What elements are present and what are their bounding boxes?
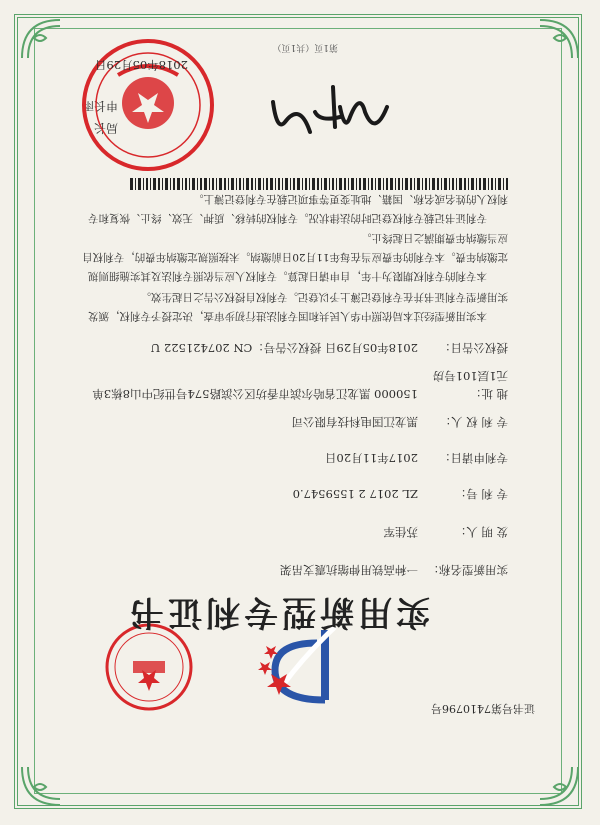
field-grant-date (151, 339, 508, 357)
chief-name: 申长雨 (81, 99, 118, 113)
field-value: 2017年11月20日 (324, 451, 418, 465)
field-label: 专利申请日： (439, 451, 508, 465)
field-value: 苏佳军 (383, 525, 418, 539)
certificate-title: 实用新型专利证书 (126, 592, 430, 632)
field-value: 150000 黑龙江省哈尔滨市香坊区公滨路574号世纪中山8栋3单元1层101号房 (92, 369, 508, 401)
field-label: 授权公告日： (439, 341, 508, 355)
field-address (88, 367, 508, 403)
field-label: 实用新型名称： (427, 563, 508, 577)
field-label: 发 明 人： (454, 525, 508, 539)
barcode (128, 181, 508, 193)
issue-date: 2018年05月29日 (94, 58, 188, 72)
handwritten-signature (265, 77, 395, 147)
field-inventor (384, 523, 509, 541)
certificate-number: 证书号第7410796号 (431, 702, 535, 715)
field-value: 黑龙江国电科技有限公司 (291, 415, 418, 429)
official-seal-large (78, 35, 218, 175)
field-label: 地 址： (469, 387, 508, 401)
field-application-date (325, 449, 508, 467)
body-paragraph: 专利证书记载专利权登记时的法律状况。专利权的转移、质押、无效、终止、恢复和专利权人的姓名或名称、国籍、地址变更等事项记载在专利登记簿上。 (88, 193, 508, 224)
chief-title: 局长 (93, 121, 118, 135)
field-value: 2018年05月29日 授权公告号：CN 207421522 U (150, 341, 418, 355)
field-value: 一种高铁用伸缩抗震支吊架 (280, 563, 418, 577)
field-patent-number (293, 485, 508, 503)
page-number: 第1页（共1页） (272, 42, 338, 52)
field-label: 专 利 权 人： (439, 415, 508, 429)
field-patentee (292, 413, 509, 431)
field-label: 专 利 号： (454, 487, 508, 501)
body-paragraph: 本实用新型经过本局依照中华人民共和国专利法进行初步审查，决定授予专利权，颁发实用新型专利证书并在专利登记簿上予以登记。专利权自授权公告之日起生效。 (88, 291, 508, 322)
field-value: ZL 2017 2 1559547.0 (292, 487, 418, 501)
field-utility-model-name (280, 561, 508, 579)
body-paragraph: 本专利的专利权期限为十年，自申请日起算。专利权人应当依照专利法及其实施细则规定缴纳年费。本专利的年费应当在每年11月20日前缴纳。未按照规定缴纳年费的，专利权自应当缴纳年费期满之日起终止。 (82, 232, 508, 282)
